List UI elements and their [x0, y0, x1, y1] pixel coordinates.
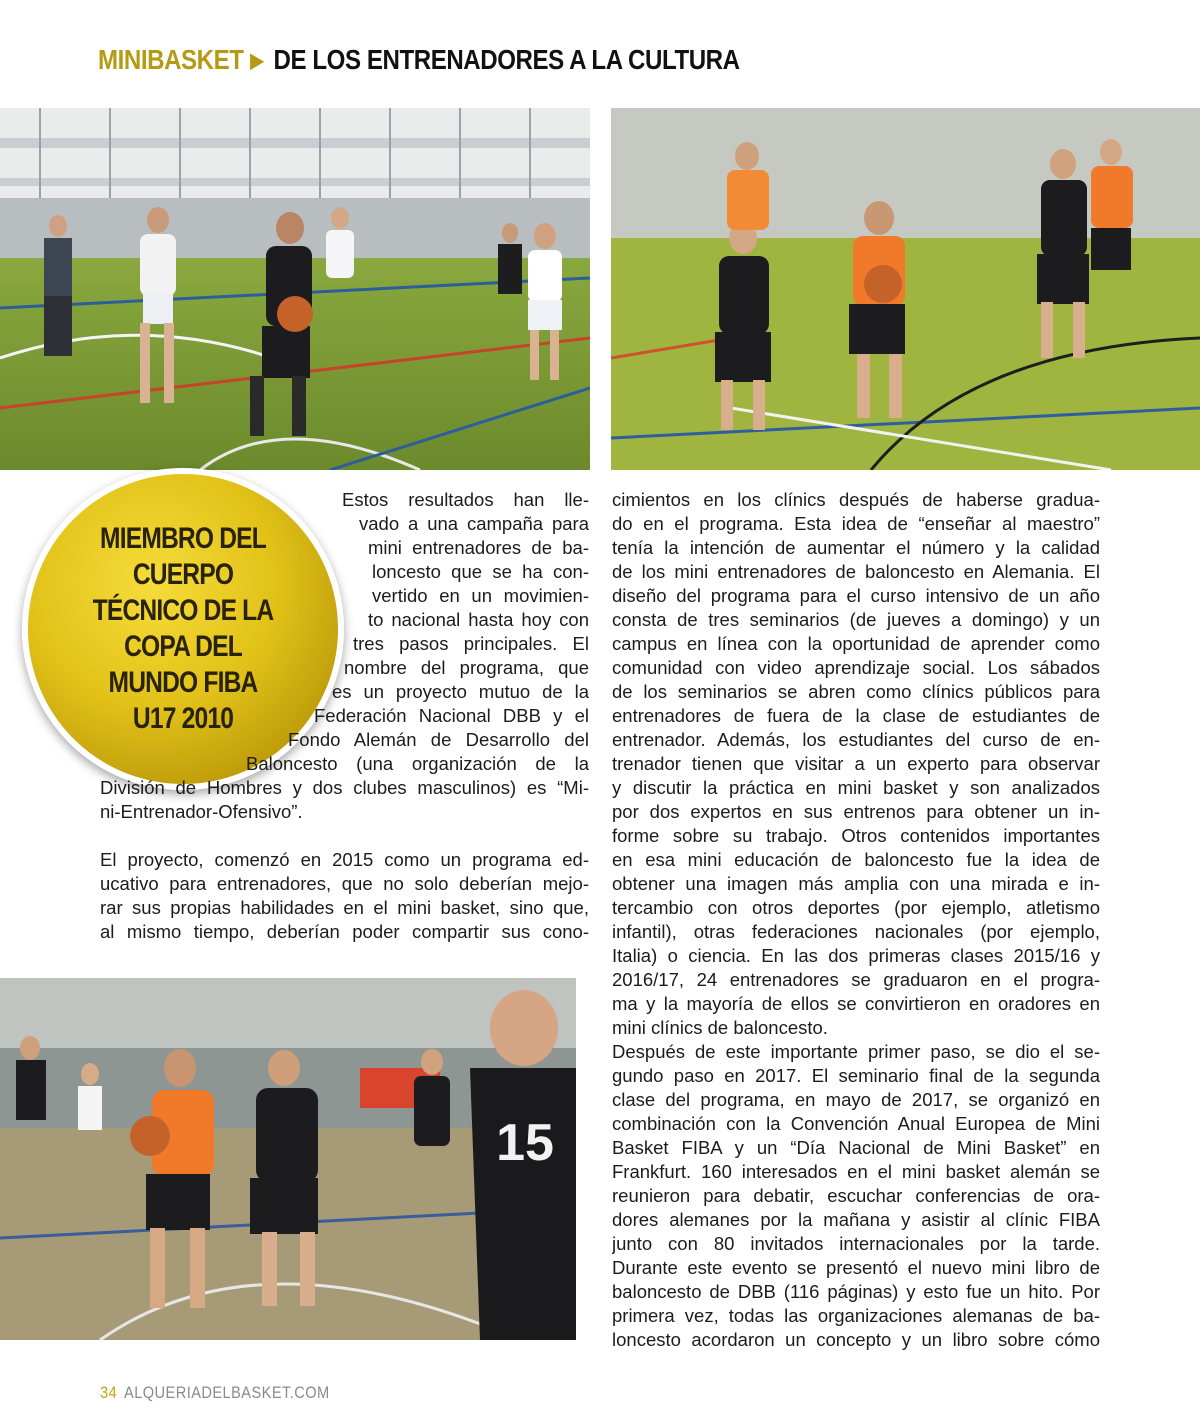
photo-bottom-left — [0, 978, 576, 1340]
text-line: ni-Entrenador-Ofensivo”. — [100, 801, 303, 822]
right-column-text — [612, 488, 1100, 1352]
text-line: Estos resultados han lle- — [342, 489, 589, 510]
text-line: reunieron para debatir, escuchar conferencias de ora- — [612, 1185, 1100, 1206]
page-number: 34 — [100, 1383, 118, 1402]
text-line: Fondo Alemán de Desarrollo del — [288, 729, 589, 750]
text-line: loncesto que se ha con- — [372, 561, 589, 582]
text-line: tenía la intención de aumentar el número y la calidad — [612, 537, 1100, 558]
text-line: es un proyecto mutuo de la — [332, 681, 589, 702]
text-line: dores alemanes por la mañana y asistir al clínic FIBA — [612, 1209, 1100, 1230]
text-line: trenador tienen que visitar a un experto para observar — [612, 753, 1100, 774]
text-line: rar sus propias habilidades en el mini basket, sino que, — [100, 897, 589, 918]
text-line: Basket FIBA y un “Día Nacional de Mini Basket” en — [612, 1137, 1100, 1158]
text-line: forme sobre su trabajo. Otros contenidos importantes — [612, 825, 1100, 846]
text-line: El proyecto, comenzó en 2015 como un programa ed- — [100, 849, 589, 870]
text-line: nombre del programa, que — [344, 657, 589, 678]
text-line: gundo paso en 2017. El seminario final de la segunda — [612, 1065, 1100, 1086]
page-header — [98, 38, 740, 82]
svg-text:15: 15 — [496, 1114, 554, 1172]
text-line: vado a una campaña para — [359, 513, 589, 534]
text-line: Italia) o ciencia. En las dos primeras clases 2015/16 y — [612, 945, 1100, 966]
text-line: comunidad con video aprendizaje social. Los sábados — [612, 657, 1100, 678]
caret-right-icon: ▶ — [250, 49, 264, 72]
text-line: por dos expertos en sus entrenos para obtener un in- — [612, 801, 1100, 822]
photo-top-left — [0, 108, 590, 470]
site-url: ALQUERIADELBASKET.COM — [124, 1383, 330, 1402]
text-line: baloncesto de DBB (116 páginas) y esto fue un hito. Por — [612, 1281, 1100, 1302]
text-line: mini clínics de baloncesto. — [612, 1017, 828, 1038]
text-line: 2016/17, 24 entrenadores se graduaron en el progra- — [612, 969, 1100, 990]
text-line: Durante este evento se presentó el nuevo mini libro de — [612, 1257, 1100, 1278]
text-line: diseño del programa para el curso intensivo de un año — [612, 585, 1100, 606]
text-line: mini entrenadores de ba- — [368, 537, 589, 558]
text-line: cimientos en los clínics después de haberse gradua- — [612, 489, 1100, 510]
text-line: vertido en un movimien- — [372, 585, 589, 606]
left-column-paragraph-1 — [100, 488, 589, 944]
text-line: tercambio con otros deportes (por ejemplo, atletismo — [612, 897, 1100, 918]
text-line: obtener una imagen más amplia con una mirada e in- — [612, 873, 1100, 894]
text-line: al mismo tiempo, deberían poder compartir sus cono- — [100, 921, 589, 942]
text-line: primera vez, todas las organizaciones alemanas de ba- — [612, 1305, 1100, 1326]
text-line: clase del programa, en mayo de 2017, se organizó en — [612, 1089, 1100, 1110]
text-line: to nacional hasta hoy con — [368, 609, 589, 630]
text-line: de los seminarios se abren como clínics públicos para — [612, 681, 1100, 702]
text-line: Frankfurt. 160 interesados en el mini basket alemán se — [612, 1161, 1100, 1182]
badge-text: MIEMBRO DEL CUERPO TÉCNICO DE LA COPA DEL MUNDO FIBA U17 2010 — [92, 522, 274, 735]
text-line: campus en línea con la oportunidad de aprender como — [612, 633, 1100, 654]
page-footer — [100, 1383, 330, 1403]
text-line: en esa mini educación de baloncesto fue la idea de — [612, 849, 1100, 870]
text-line: Baloncesto (una organización de la — [246, 753, 589, 774]
text-line: y discutir la práctica en mini basket y son analizados — [612, 777, 1100, 798]
page-title: DE LOS ENTRENADORES A LA CULTURA — [273, 44, 740, 75]
text-line: tres pasos principales. El — [353, 633, 589, 654]
photo-top-right — [611, 108, 1200, 470]
text-line: ucativo para entrenadores, que no solo deberían mejo- — [100, 873, 589, 894]
section-label: MINIBASKET — [98, 44, 244, 75]
text-line: Federación Nacional DBB y el — [314, 705, 589, 726]
text-line: ma y la mayoría de ellos se convirtieron en oradores en — [612, 993, 1100, 1014]
text-line: infantil), otras federaciones nacionales (por ejemplo, — [612, 921, 1100, 942]
text-line: División de Hombres y dos clubes masculinos) es “Mi- — [100, 777, 589, 798]
text-line: entrenador. Además, los estudiantes del curso de en- — [612, 729, 1100, 750]
text-line: junto con 80 invitados internacionales por la tarde. — [612, 1233, 1100, 1254]
text-line: do en el programa. Esta idea de “enseñar al maestro” — [612, 513, 1100, 534]
text-line: consta de tres seminarios (de jueves a domingo) y un — [612, 609, 1100, 630]
text-line: de los mini entrenadores de baloncesto en Alemania. El — [612, 561, 1100, 582]
text-line: entrenadores de fuera de la clase de estudiantes de — [612, 705, 1100, 726]
text-line: loncesto acordaron un concepto y un libro sobre cómo — [612, 1329, 1100, 1350]
text-line: Después de este importante primer paso, se dio el se- — [612, 1041, 1100, 1062]
text-line: combinación con la Convención Anual Europea de Mini — [612, 1113, 1100, 1134]
